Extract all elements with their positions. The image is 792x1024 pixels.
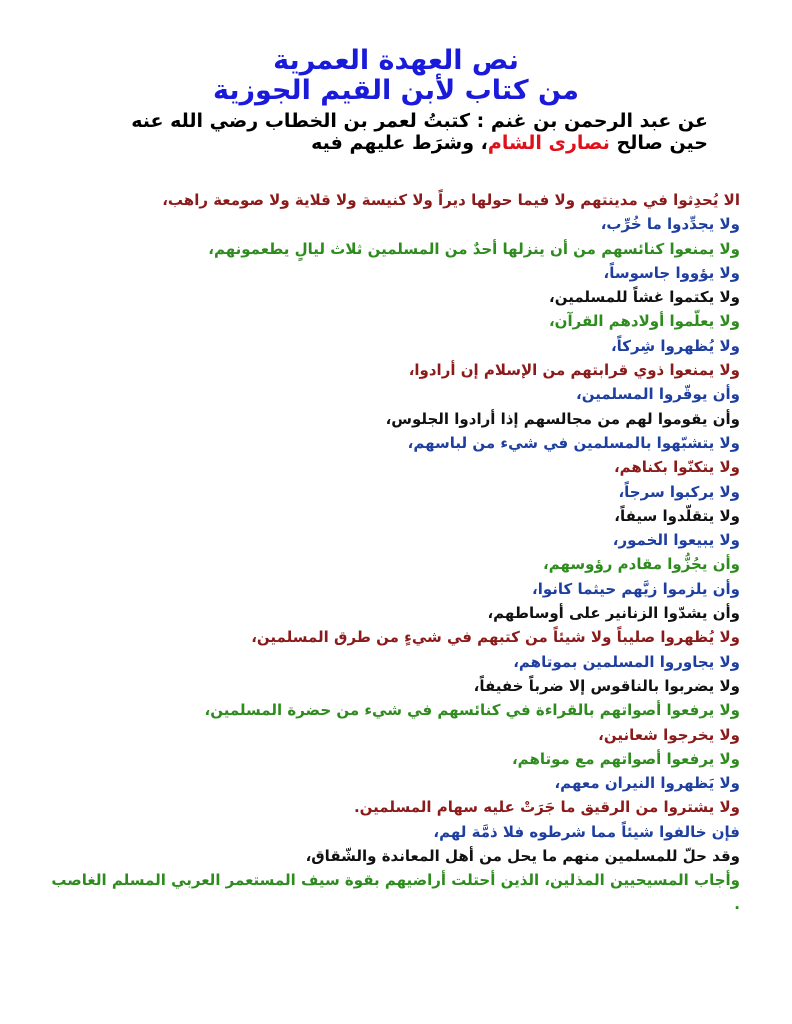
clause-line: ولا يبيعوا الخمور، — [612, 531, 740, 550]
clause-line: ولا يتكنّوا بكناهم، — [613, 458, 740, 477]
clause-line: وأن يلزموا زيَّهم حيثما كانوا، — [532, 579, 740, 598]
clause-line: ولا يركبوا سرجاً، — [618, 482, 740, 501]
clause-line: ولا يمنعوا كنائسهم من أن ينزلها أحدٌ من المسلمين ثلاث ليالٍ يطعمونهم، — [208, 239, 740, 258]
clause-line: ولا يُظهروا صليباً ولا شيئاً من كتبهم في شيءٍ من طرق المسلمين، — [251, 628, 740, 647]
clause-line: فإن خالفوا شيئاً مما شرطوه فلا ذمَّة لهم، — [433, 822, 740, 841]
clause-line: وأن يشدّوا الزنانير على أوساطهم، — [487, 604, 740, 623]
document-title: نص العهدة العمرية — [273, 45, 519, 76]
intro-paragraph — [0, 110, 792, 154]
clause-line: ولا يخرجوا شعانين، — [598, 725, 740, 744]
document-subtitle: من كتاب لأبن القيم الجوزية — [212, 75, 579, 106]
intro-line-2-before: حين صالح — [609, 132, 708, 154]
clause-line: ولا يؤووا جاسوساً، — [603, 263, 740, 282]
clause-line: الا يُحدِثوا في مدينتهم ولا فيما حولها ديراً ولا كنيسة ولا قلاية ولا صومعة راهب، — [162, 191, 740, 209]
clause-line: ولا يرفعوا أصواتهم مع موتاهم، — [511, 749, 740, 768]
clause-line: ولا يضربوا بالناقوس إلا ضرباً خفيفاً، — [473, 676, 740, 695]
intro-line-1: عن عبد الرحمن بن غنم : كتبتُ لعمر بن الخطاب رضي الله عنه — [131, 110, 708, 132]
clause-line: ولا يعلّموا أولادهم القرآن، — [548, 312, 740, 331]
clause-line: ولا يمنعوا ذوي قرابتهم من الإسلام إن أرادوا، — [408, 361, 740, 380]
clause-line: وقد حلّ للمسلمين منهم ما يحل من أهل المعاندة والشّقاق، — [305, 847, 740, 866]
clause-line: ولا يشتروا من الرقيق ما جَرَتْ عليه سهام المسلمين. — [353, 798, 740, 817]
clause-line: ولا يجاوروا المسلمين بموتاهم، — [513, 652, 740, 671]
intro-line-2 — [40, 132, 708, 154]
clause-line: وأن يوقّروا المسلمين، — [576, 385, 740, 404]
clause-line: وأجاب المسيحيين المذلين، الذين أحتلت أراضيهم بقوة سيف المستعمر العربي المسلم الغاصب . — [51, 871, 740, 914]
clauses-list — [40, 188, 740, 916]
clause-line: وأن يجُزُّوا مقادم رؤوسهم، — [543, 555, 740, 574]
clause-line: وأن يقوموا لهم من مجالسهم إذا أرادوا الجلوس، — [385, 409, 740, 428]
clause-line: ولا يتشبّهوا بالمسلمين في شيء من لباسهم، — [407, 433, 740, 452]
clause-line: ولا يُظهروا شِركاً، — [610, 336, 740, 355]
intro-highlight-nasara-al-sham: نصارى الشام — [487, 132, 610, 154]
clause-line: ولا يجدِّدوا ما خُرِّب، — [600, 215, 740, 234]
clause-line: ولا يكتموا غشاً للمسلمين، — [549, 288, 740, 307]
intro-line-2-after: ، وشرَط عليهم فيه — [311, 132, 488, 154]
clause-line: ولا يتقلّدوا سيفاً، — [614, 506, 740, 525]
clause-line: ولا يرفعوا أصواتهم بالقراءة في كنائسهم في شيء من حضرة المسلمين، — [204, 701, 740, 720]
clause-line: ولا يَظهروا النيران معهم، — [554, 774, 740, 793]
